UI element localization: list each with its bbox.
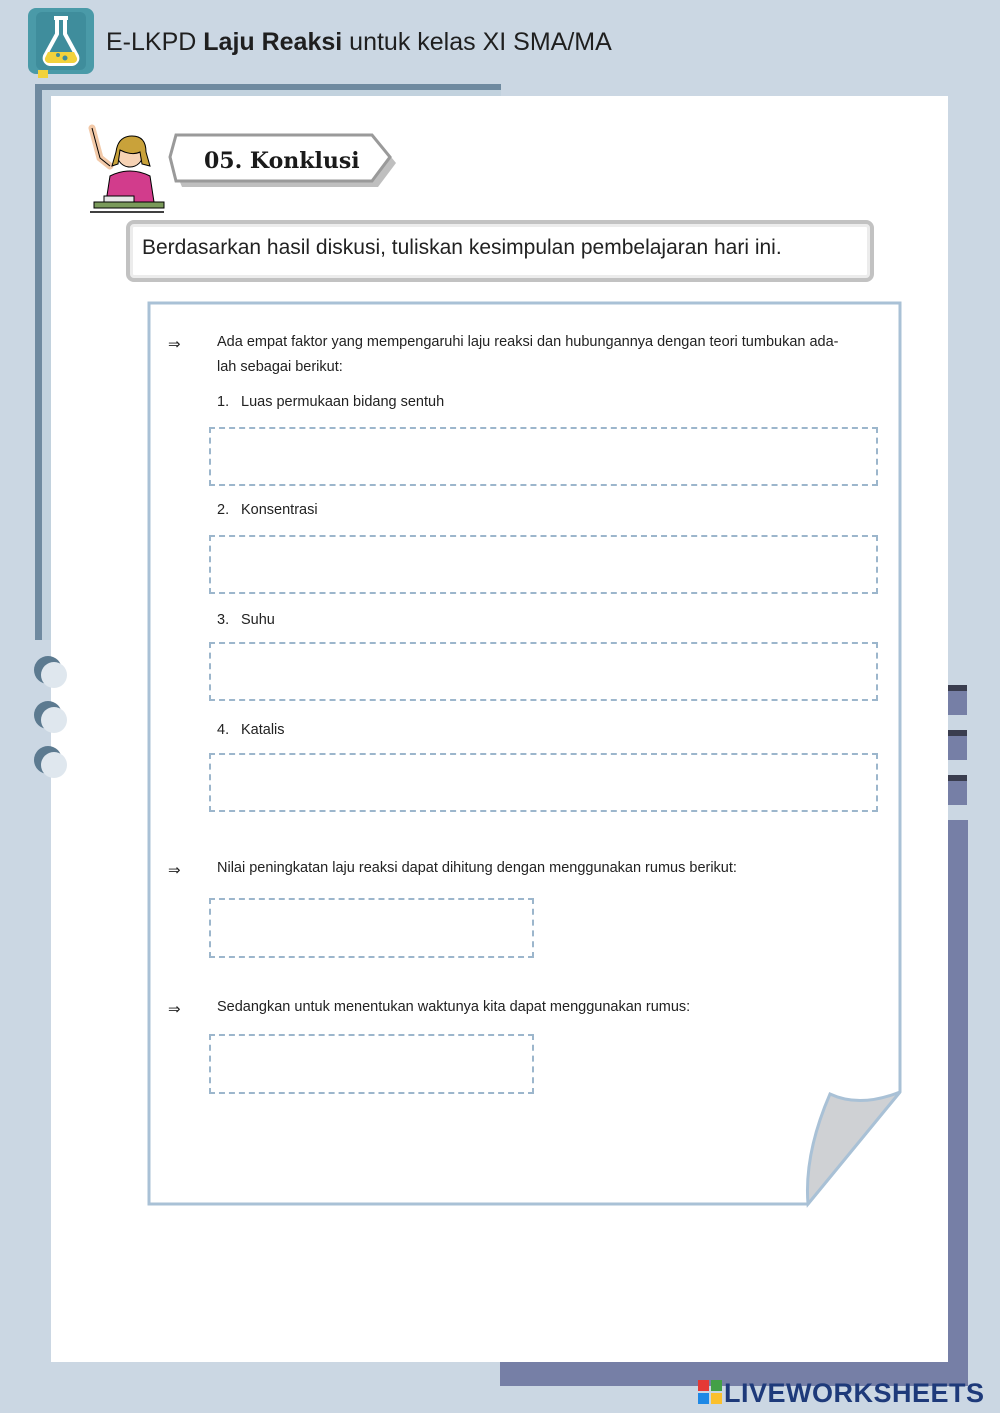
factor-number: 3. xyxy=(217,612,230,628)
arrow-bullet-icon: ⇒ xyxy=(168,335,181,353)
factor-number: 4. xyxy=(217,722,230,738)
rate-formula-text: Nilai peningkatan laju reaksi dapat dihitung dengan menggunakan rumus berikut: xyxy=(217,860,737,876)
intro-line-1: Ada empat faktor yang mempengaruhi laju reaksi dan hubungannya dengan teori tumbukan ada- xyxy=(217,334,839,350)
answer-box-factor-3[interactable] xyxy=(209,642,878,701)
factor-number: 2. xyxy=(217,502,230,518)
intro-line-2: lah sebagai berikut: xyxy=(217,359,343,375)
arrow-bullet-icon: ⇒ xyxy=(168,1000,181,1018)
answer-box-time-formula[interactable] xyxy=(209,1034,534,1094)
flask-logo-icon xyxy=(28,8,94,74)
app-title: E-LKPD Laju Reaksi untuk kelas XI SMA/MA xyxy=(106,28,612,56)
answer-box-factor-1[interactable] xyxy=(209,427,878,486)
factor-label: Suhu xyxy=(241,612,275,628)
student-raising-hand-icon xyxy=(86,124,166,214)
factor-label: Luas permukaan bidang sentuh xyxy=(241,394,445,410)
watermark-text: LIVEWORKSHEETS xyxy=(724,1378,985,1408)
section-title: 05. Konklusi xyxy=(204,148,360,174)
answer-box-factor-4[interactable] xyxy=(209,753,878,812)
binder-ring-inner xyxy=(41,662,67,688)
arrow-bullet-icon: ⇒ xyxy=(168,861,181,879)
answer-box-factor-2[interactable] xyxy=(209,535,878,594)
instruction-text: Berdasarkan hasil diskusi, tuliskan kesimpulan pembelajaran hari ini. xyxy=(142,236,782,259)
liveworksheets-logo-icon xyxy=(698,1380,722,1404)
time-formula-text: Sedangkan untuk menentukan waktunya kita dapat menggunakan rumus: xyxy=(217,999,691,1015)
binder-ring-inner xyxy=(41,752,67,778)
liveworksheets-watermark[interactable] xyxy=(698,1378,985,1409)
factor-number: 1. xyxy=(217,394,230,410)
logo-tab xyxy=(38,70,48,78)
factor-label: Konsentrasi xyxy=(241,502,318,518)
factor-label: Katalis xyxy=(241,722,285,738)
binder-ring-inner xyxy=(41,707,67,733)
answer-box-rate-formula[interactable] xyxy=(209,898,534,958)
